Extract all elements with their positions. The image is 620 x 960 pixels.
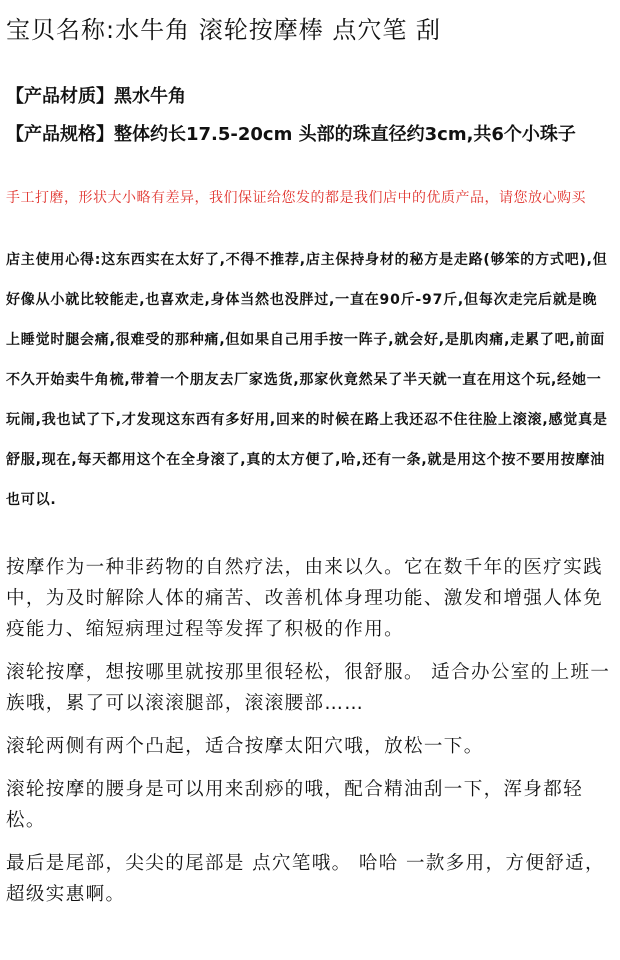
material-label: 【产品材质】 — [6, 86, 114, 107]
paragraph-roller-sides: 滚轮两侧有两个凸起，适合按摩太阳穴哦，放松一下。 — [6, 736, 484, 757]
paragraph-roller-usage: 滚轮按摩，想按哪里就按那里很轻松，很舒服。 适合办公室的上班一族哦，累了可以滚滚腿部，滚滚腰部…… — [6, 662, 611, 714]
spec-label: 【产品规格】 — [6, 124, 114, 145]
spec-line — [6, 116, 612, 154]
paragraph-tail-acupoint: 最后是尾部，尖尖的尾部是 点穴笔哦。 哈哈 一款多用，方便舒适，超级实惠啊。 — [6, 853, 605, 905]
handmade-notice: 手工打磨，形状大小略有差异，我们保证给您发的都是我们店中的优质产品，请您放心购买 — [6, 190, 586, 206]
material-line — [6, 78, 612, 116]
product-title: 宝贝名称:水牛角 滚轮按摩棒 点穴笔 刮 — [6, 16, 441, 44]
paragraph-massage-intro: 按摩作为一种非药物的自然疗法，由来以久。它在数千年的医疗实践中，为及时解除人体的痛苦、改善机体身理功能、激发和增强人体免疫能力、缩短病理过程等发挥了积极的作用。 — [6, 557, 604, 640]
owner-experience: 店主使用心得:这东西实在太好了,不得不推荐,店主保持身材的秘方是走路(够笨的方式吧),但好像从小就比较能走,也喜欢走,身体当然也没胖过,一直在90斤-97斤,但每次走完后就是晚上睡觉时腿会痛,很难受的那种痛,但如果自己用手按一阵子,就会好,是肌肉痛,走累了吧,前面不久开始卖牛角梳,带着一个朋友去厂家选货,那家伙竟然呆了半天就一直在用这个玩,经她一玩闹,我也试了下,才发现这东西有多好用,回来的时候在路上我还忍不住往脸上滚滚,感觉真是舒服,现在,每天都用这个在全身滚了,真的太方便了,哈,还有一条,就是用这个按不要用按摩油也可以. — [6, 252, 608, 508]
spec-value: 整体约长17.5-20cm 头部的珠直径约3cm,共6个小珠子 — [114, 124, 576, 145]
paragraph-waist-guasha: 滚轮按摩的腰身是可以用来刮痧的哦，配合精油刮一下，浑身都轻松。 — [6, 779, 584, 831]
material-value: 黑水牛角 — [114, 86, 186, 107]
